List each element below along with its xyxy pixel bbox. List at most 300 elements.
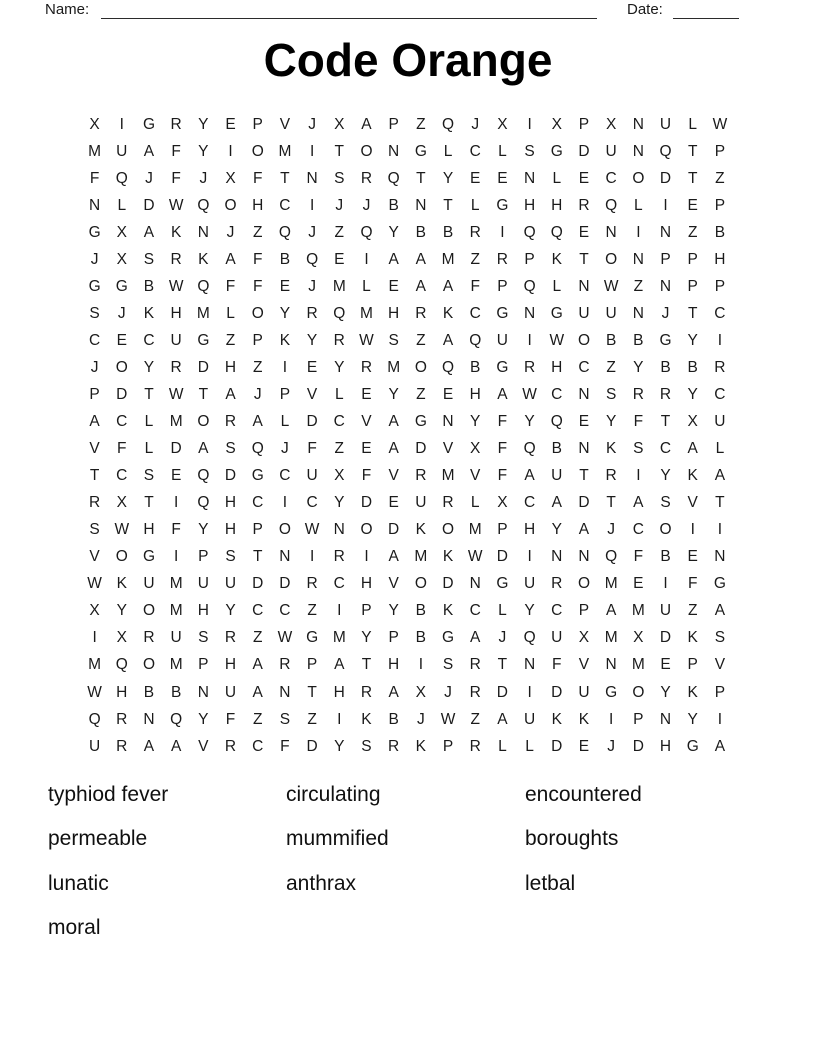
grid-letter: Z <box>307 602 317 620</box>
grid-letter: S <box>442 656 454 674</box>
grid-letter: L <box>470 494 480 512</box>
grid-letter: P <box>687 656 698 674</box>
grid-letter: E <box>334 250 345 268</box>
grid-letter: G <box>496 196 509 214</box>
grid-letter: H <box>360 575 373 593</box>
grid-letter: Y <box>198 710 209 728</box>
grid-letter: Z <box>470 710 480 728</box>
grid-letter: N <box>605 223 617 241</box>
grid-letter: Z <box>687 602 698 620</box>
grid-letter: Y <box>605 413 617 431</box>
grid-letter: T <box>416 169 426 187</box>
grid-letter: O <box>442 521 455 539</box>
grid-letter: A <box>714 737 726 755</box>
grid-letter: T <box>89 467 100 485</box>
grid-letter: R <box>224 629 237 647</box>
grid-row <box>81 679 734 706</box>
word-item: anthrax <box>286 871 357 895</box>
grid-letter: I <box>663 196 668 214</box>
grid-letter: M <box>169 575 183 593</box>
grid-letter: N <box>279 548 291 566</box>
grid-letter: U <box>88 737 101 755</box>
grid-letter: L <box>280 413 290 431</box>
grid-letter: Y <box>388 223 399 241</box>
grid-letter: Y <box>143 358 155 376</box>
grid-letter: A <box>252 656 263 674</box>
grid-letter: I <box>364 548 369 566</box>
grid-letter: O <box>577 575 590 593</box>
grid-letter: J <box>471 115 480 133</box>
grid-letter: X <box>334 115 345 133</box>
grid-letter: P <box>89 385 100 403</box>
grid-letter: A <box>334 656 345 674</box>
grid-letter: X <box>605 115 617 133</box>
grid-letter: M <box>631 602 645 620</box>
grid-letter: A <box>143 737 155 755</box>
grid-letter: C <box>306 494 318 512</box>
grid-letter: N <box>143 710 155 728</box>
grid-letter: Y <box>470 413 481 431</box>
grid-letter: N <box>714 548 726 566</box>
grid-letter: P <box>306 656 318 674</box>
grid-letter: K <box>687 467 698 485</box>
grid-letter: Y <box>633 358 644 376</box>
grid-letter: L <box>470 196 480 214</box>
grid-letter: D <box>306 413 318 431</box>
grid-letter: J <box>362 196 371 214</box>
grid-letter: S <box>198 629 209 647</box>
grid-letter: I <box>500 223 505 241</box>
grid-letter: Q <box>278 223 291 241</box>
grid-letter: C <box>714 304 726 322</box>
grid-letter: E <box>578 169 590 187</box>
grid-letter: P <box>252 521 263 539</box>
grid-letter: C <box>333 413 345 431</box>
grid-letter: R <box>333 548 345 566</box>
grid-letter: T <box>252 548 263 566</box>
grid-letter: I <box>636 467 641 485</box>
grid-letter: D <box>170 440 182 458</box>
grid-letter: K <box>198 250 209 268</box>
grid-letter: R <box>224 737 237 755</box>
grid-letter: W <box>168 277 184 295</box>
grid-letter: J <box>661 304 670 322</box>
grid-letter: N <box>632 115 644 133</box>
grid-letter: Y <box>306 331 318 349</box>
grid-letter: P <box>578 602 590 620</box>
grid-letter: T <box>198 385 209 403</box>
grid-letter: T <box>606 494 616 512</box>
grid-letter: B <box>551 440 562 458</box>
grid-letter: J <box>90 358 99 376</box>
grid-row <box>81 327 734 354</box>
grid-letter: Y <box>442 169 454 187</box>
grid-letter: Y <box>116 602 127 620</box>
grid-letter: O <box>142 602 155 620</box>
grid-letter: W <box>549 331 565 349</box>
grid-letter: M <box>360 304 373 322</box>
grid-letter: G <box>115 277 128 295</box>
grid-letter: F <box>497 413 508 431</box>
grid-letter: Y <box>198 115 209 133</box>
grid-letter: K <box>687 683 698 701</box>
grid-letter: R <box>659 385 672 403</box>
grid-letter: O <box>115 548 128 566</box>
grid-letter: L <box>498 737 507 755</box>
grid-letter: Y <box>687 385 698 403</box>
grid-letter: D <box>578 142 590 160</box>
grid-letter: H <box>659 737 672 755</box>
grid-letter: B <box>170 683 182 701</box>
grid-letter: R <box>496 250 508 268</box>
word-search-grid <box>81 111 734 760</box>
grid-letter: D <box>116 385 128 403</box>
grid-letter: J <box>90 250 99 268</box>
grid-letter: I <box>527 683 532 701</box>
grid-letter: X <box>497 494 508 512</box>
grid-letter: R <box>469 683 481 701</box>
word-item: letbal <box>525 871 576 895</box>
grid-letter: B <box>415 602 427 620</box>
grid-letter: T <box>687 142 698 160</box>
grid-letter: V <box>714 656 726 674</box>
grid-letter: D <box>551 737 563 755</box>
grid-letter: N <box>632 142 644 160</box>
grid-letter: S <box>660 494 671 512</box>
grid-letter: W <box>712 115 728 133</box>
grid-letter: K <box>605 440 617 458</box>
grid-letter: A <box>714 602 726 620</box>
grid-letter: A <box>388 250 399 268</box>
grid-letter: M <box>414 548 428 566</box>
grid-letter: S <box>361 737 372 755</box>
date-label: Date: <box>627 1 663 18</box>
grid-letter: Z <box>633 277 644 295</box>
word-item: mummified <box>286 827 389 851</box>
grid-letter: C <box>469 142 481 160</box>
grid-letter: J <box>281 440 289 458</box>
grid-letter: G <box>550 142 563 160</box>
grid-letter: Y <box>687 710 698 728</box>
grid-letter: N <box>469 575 481 593</box>
grid-letter: G <box>414 142 427 160</box>
grid-letter: F <box>89 169 100 187</box>
grid-letter: C <box>143 331 155 349</box>
grid-letter: L <box>715 440 725 458</box>
grid-letter: D <box>279 575 291 593</box>
name-label: Name: <box>45 1 90 18</box>
grid-letter: R <box>170 358 182 376</box>
grid-letter: T <box>579 250 589 268</box>
word-list-column <box>525 773 642 906</box>
grid-letter: G <box>142 115 155 133</box>
grid-letter: D <box>496 548 508 566</box>
grid-letter: A <box>442 277 454 295</box>
grid-letter: B <box>279 250 291 268</box>
grid-letter: J <box>253 385 262 403</box>
grid-letter: A <box>388 413 399 431</box>
grid-letter: H <box>116 683 128 701</box>
grid-letter: Q <box>605 196 618 214</box>
grid-letter: A <box>524 467 535 485</box>
grid-letter: U <box>659 115 672 133</box>
grid-letter: R <box>306 575 318 593</box>
grid-letter: C <box>88 331 101 349</box>
grid-letter: G <box>659 331 672 349</box>
grid-letter: Y <box>198 142 209 160</box>
grid-letter: K <box>578 710 590 728</box>
grid-letter: Y <box>687 331 698 349</box>
grid-letter: Z <box>252 629 263 647</box>
grid-letter: N <box>578 548 590 566</box>
grid-letter: K <box>361 710 372 728</box>
grid-letter: R <box>551 575 563 593</box>
date-underline <box>673 0 739 19</box>
grid-letter: Q <box>115 169 128 187</box>
grid-letter: Q <box>333 304 346 322</box>
grid-letter: F <box>280 737 290 755</box>
grid-letter: B <box>388 710 399 728</box>
grid-letter: K <box>170 223 182 241</box>
word-list-column <box>48 773 168 951</box>
grid-letter: C <box>279 467 291 485</box>
grid-letter: P <box>252 331 263 349</box>
grid-letter: I <box>636 223 641 241</box>
grid-letter: A <box>361 115 372 133</box>
grid-letter: C <box>523 494 536 512</box>
grid-letter: J <box>117 304 126 322</box>
grid-letter: A <box>252 413 263 431</box>
grid-letter: O <box>632 169 645 187</box>
grid-letter: R <box>523 358 536 376</box>
grid-letter: T <box>497 656 508 674</box>
grid-letter: T <box>715 494 725 512</box>
grid-letter: C <box>578 358 590 376</box>
grid-letter: X <box>225 169 236 187</box>
grid-letter: P <box>714 196 726 214</box>
grid-letter: Q <box>88 710 101 728</box>
grid-letter: M <box>441 250 455 268</box>
grid-letter: E <box>578 223 590 241</box>
grid-letter: Q <box>387 169 400 187</box>
grid-letter: J <box>226 223 235 241</box>
grid-letter: R <box>442 494 454 512</box>
grid-letter: V <box>687 494 698 512</box>
grid-letter: D <box>306 737 318 755</box>
grid-letter: O <box>278 521 291 539</box>
grid-letter: N <box>333 521 345 539</box>
grid-letter: K <box>442 304 454 322</box>
grid-letter: Z <box>334 223 345 241</box>
grid-letter: Z <box>416 331 426 349</box>
grid-row <box>81 381 734 408</box>
grid-letter: F <box>252 277 263 295</box>
grid-letter: V <box>279 115 291 133</box>
grid-letter: X <box>415 683 427 701</box>
grid-letter: S <box>714 629 726 647</box>
grid-letter: Y <box>198 521 209 539</box>
grid-letter: N <box>632 304 644 322</box>
grid-letter: M <box>631 656 645 674</box>
grid-row <box>81 733 734 760</box>
grid-row <box>81 517 734 544</box>
grid-letter: N <box>388 142 400 160</box>
grid-letter: R <box>279 656 291 674</box>
grid-letter: G <box>88 277 101 295</box>
grid-letter: P <box>497 277 508 295</box>
grid-letter: U <box>605 142 617 160</box>
grid-row <box>81 138 734 165</box>
grid-letter: N <box>659 223 672 241</box>
grid-row <box>81 463 734 490</box>
grid-letter: O <box>605 250 618 268</box>
grid-letter: N <box>442 413 454 431</box>
grid-letter: B <box>633 331 644 349</box>
grid-letter: U <box>605 304 617 322</box>
grid-letter: F <box>252 250 263 268</box>
grid-row <box>81 625 734 652</box>
grid-letter: W <box>304 521 320 539</box>
grid-letter: A <box>252 683 263 701</box>
grid-letter: F <box>633 548 644 566</box>
grid-letter: V <box>388 575 399 593</box>
grid-letter: W <box>87 575 102 593</box>
grid-letter: U <box>415 494 427 512</box>
grid-letter: D <box>442 575 454 593</box>
grid-letter: U <box>170 331 182 349</box>
grid-letter: T <box>443 196 453 214</box>
grid-letter: H <box>170 304 182 322</box>
grid-letter: I <box>119 115 124 133</box>
grid-letter: N <box>197 223 209 241</box>
grid-letter: O <box>115 358 128 376</box>
grid-letter: F <box>171 142 181 160</box>
grid-letter: S <box>605 385 617 403</box>
grid-letter: K <box>687 629 698 647</box>
grid-letter: J <box>498 629 507 647</box>
grid-letter: C <box>116 467 128 485</box>
grid-letter: Z <box>225 331 236 349</box>
grid-row <box>81 436 734 463</box>
grid-letter: R <box>360 683 373 701</box>
grid-letter: I <box>527 548 532 566</box>
grid-letter: D <box>143 196 155 214</box>
grid-row <box>81 409 734 436</box>
grid-letter: R <box>415 467 427 485</box>
grid-letter: P <box>524 250 535 268</box>
grid-letter: B <box>687 358 698 376</box>
grid-letter: J <box>199 169 208 187</box>
grid-letter: A <box>170 737 182 755</box>
grid-letter: D <box>632 737 644 755</box>
grid-letter: G <box>251 467 264 485</box>
grid-letter: B <box>143 277 155 295</box>
grid-letter: I <box>717 710 723 728</box>
grid-letter: Y <box>334 358 345 376</box>
grid-letter: U <box>578 683 590 701</box>
grid-letter: F <box>252 169 263 187</box>
grid-letter: S <box>143 467 155 485</box>
grid-letter: X <box>116 629 127 647</box>
grid-letter: O <box>251 304 264 322</box>
grid-letter: I <box>717 521 723 539</box>
grid-letter: N <box>578 277 590 295</box>
grid-letter: Q <box>550 223 563 241</box>
grid-letter: U <box>659 602 672 620</box>
grid-letter: U <box>496 331 508 349</box>
grid-letter: E <box>170 467 182 485</box>
grid-letter: H <box>551 196 563 214</box>
word-item: lunatic <box>48 871 109 895</box>
grid-letter: A <box>415 277 427 295</box>
grid-letter: G <box>713 575 726 593</box>
grid-letter: N <box>632 250 644 268</box>
grid-letter: P <box>252 115 263 133</box>
grid-letter: P <box>687 250 698 268</box>
grid-letter: H <box>143 521 155 539</box>
grid-letter: Y <box>279 304 291 322</box>
grid-letter: O <box>632 683 645 701</box>
grid-letter: N <box>279 683 291 701</box>
grid-letter: M <box>604 575 618 593</box>
word-item: circulating <box>286 783 381 806</box>
grid-letter: V <box>198 737 209 755</box>
grid-letter: G <box>605 683 618 701</box>
grid-letter: O <box>251 142 264 160</box>
grid-letter: Q <box>469 331 482 349</box>
grid-letter: T <box>361 656 372 674</box>
grid-letter: R <box>224 413 237 431</box>
grid-letter: H <box>523 521 536 539</box>
grid-row <box>81 111 734 138</box>
grid-letter: F <box>687 575 698 593</box>
grid-letter: Q <box>170 710 183 728</box>
grid-letter: U <box>224 683 237 701</box>
grid-letter: S <box>524 142 535 160</box>
grid-letter: Z <box>252 223 263 241</box>
word-item: encountered <box>525 783 642 806</box>
grid-letter: H <box>388 304 400 322</box>
grid-letter: O <box>659 521 672 539</box>
grid-letter: F <box>552 656 562 674</box>
grid-row <box>81 571 734 598</box>
grid-letter: C <box>252 737 264 755</box>
grid-letter: K <box>143 304 155 322</box>
grid-letter: R <box>360 169 373 187</box>
grid-letter: Y <box>660 467 671 485</box>
grid-letter: K <box>415 737 427 755</box>
grid-letter: U <box>143 575 155 593</box>
grid-letter: A <box>388 683 399 701</box>
grid-letter: D <box>551 683 563 701</box>
grid-letter: D <box>197 358 209 376</box>
grid-letter: A <box>687 440 698 458</box>
grid-letter: G <box>197 331 210 349</box>
grid-letter: S <box>388 331 399 349</box>
grid-letter: D <box>496 683 508 701</box>
grid-letter: V <box>306 385 318 403</box>
grid-letter: K <box>116 575 127 593</box>
grid-letter: E <box>225 115 236 133</box>
grid-letter: M <box>169 602 183 620</box>
grid-letter: R <box>578 196 590 214</box>
grid-letter: A <box>388 440 399 458</box>
grid-letter: K <box>551 250 562 268</box>
grid-letter: H <box>197 602 209 620</box>
grid-letter: X <box>116 250 127 268</box>
grid-letter: F <box>470 277 480 295</box>
grid-letter: Q <box>197 494 210 512</box>
